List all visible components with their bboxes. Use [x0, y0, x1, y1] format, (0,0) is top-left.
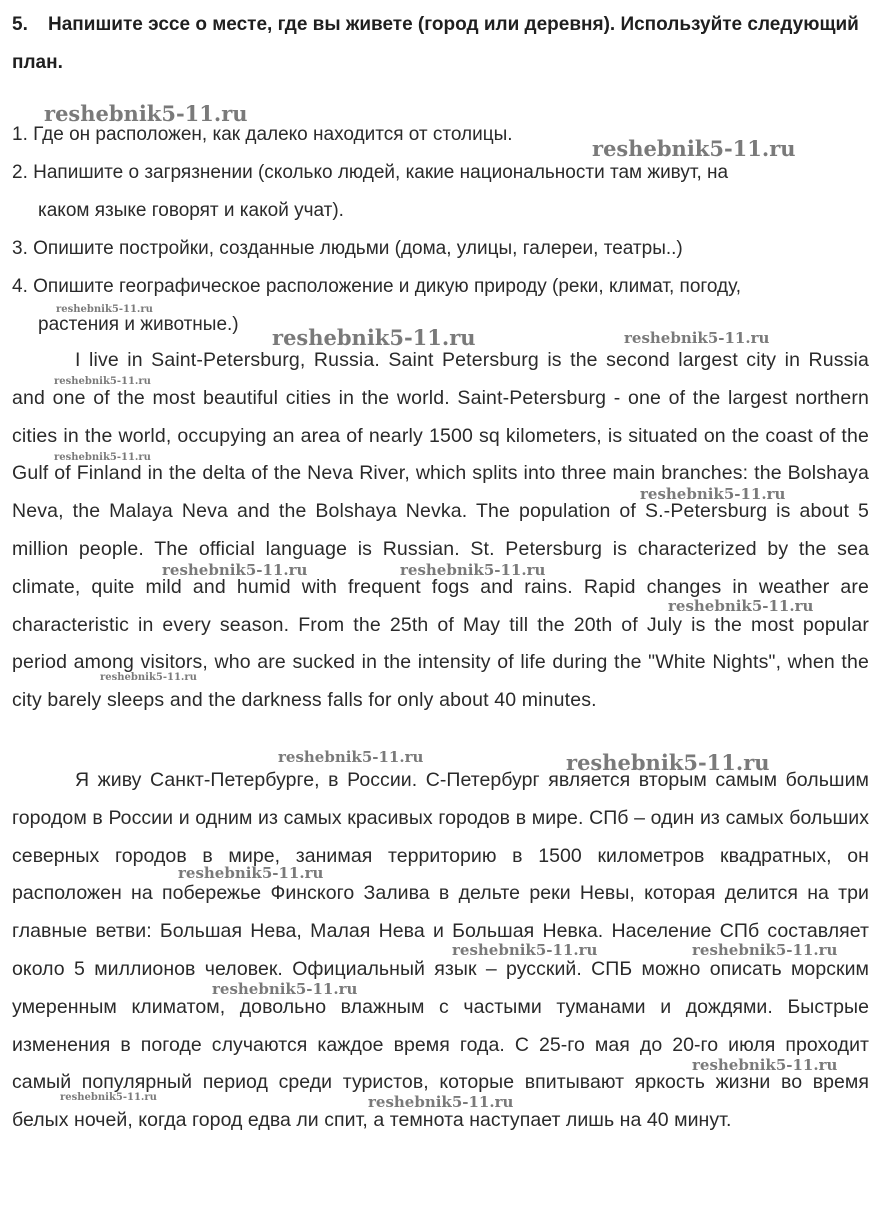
- plan-item-1: [12, 116, 870, 154]
- watermark: reshebnik5-11.ru: [56, 304, 153, 315]
- essay-russian: Я живу Санкт-Петербурге, в России. С-Петербург является вторым самым большим городом в России и одним из самых красивых городов в мире. СПб – один из самых больших северных городов в мире, занимая территорию в 1500 километров квадратных, он расположен на побережье Финского Залива в дельте реки Невы, которая делится на три главные ветви: Большая Нева, Малая Нева и Большая Невка. Население СПб составляет около 5 миллионов человек. Официальный язык – русский. СПБ можно описать морским умеренным климатом, довольно влажным с частыми туманами и дождями. Быстрые изменения в погоде случаются каждое время года. С 25-го мая до 20-го июля проходит самый популярный период среди туристов, которые впитывают яркость жизни во время белых ночей, когда город едва ли спит, а темнота наступает лишь на 40 минут.: [12, 769, 869, 1132]
- plan-item-text: 4. Опишите географическое расположение и дикую природу (реки, климат, погоду,: [12, 276, 742, 297]
- essay-plan: [12, 116, 870, 344]
- task-header: [12, 6, 872, 82]
- plan-item-2: [12, 154, 870, 230]
- plan-item-4: [12, 268, 870, 344]
- watermark: reshebnik5-11.ru: [54, 452, 151, 463]
- watermark: reshebnik5-11.ru: [368, 1093, 514, 1111]
- task-title: Напишите эссе о месте, где вы живете (город или деревня). Используйте следующий план.: [12, 14, 859, 73]
- plan-item-text: 2. Напишите о загрязнении (сколько людей, какие национальности там живут, на: [12, 162, 729, 183]
- watermark: reshebnik5-11.ru: [278, 748, 424, 766]
- watermark: reshebnik5-11.ru: [44, 101, 248, 126]
- watermark: reshebnik5-11.ru: [692, 1056, 838, 1074]
- watermark: reshebnik5-11.ru: [162, 561, 308, 579]
- watermark: reshebnik5-11.ru: [100, 672, 197, 683]
- plan-item-3: [12, 230, 870, 268]
- plan-item-text: 1. Где он расположен, как далеко находится от столицы.: [12, 124, 513, 145]
- watermark: reshebnik5-11.ru: [668, 597, 814, 615]
- essay-english: I live in Saint-Petersburg, Russia. Saint Petersburg is the second largest city in Russia and one of the most beautiful cities in the world. Saint-Petersburg - one of the largest northern cities in the world, occupying an area of nearly 1500 sq kilometers, is situated on the coast of the Gulf of Finland in the delta of the Neva River, which splits into three main branches: the Bolshaya Neva, the Malaya Neva and the Bolshaya Nevka. The population of S.-Petersburg is about 5 million people. The official language is Russian. St. Petersburg is characterized by the sea climate, quite mild and humid with frequent fogs and rains. Rapid changes in weather are characteristic in every season. From the 25th of May till the 20th of July is the most popular period among visitors, who are sucked in the intensity of life during the "White Nights", when the city barely sleeps and the darkness falls for only about 40 minutes.: [12, 349, 869, 712]
- watermark: reshebnik5-11.ru: [54, 376, 151, 387]
- watermark: reshebnik5-11.ru: [178, 864, 324, 882]
- plan-item-continuation: каком языке говорят и какой учат).: [38, 200, 344, 221]
- plan-item-text: 3. Опишите постройки, созданные людьми (дома, улицы, галереи, театры..): [12, 238, 683, 259]
- watermark: reshebnik5-11.ru: [400, 561, 546, 579]
- watermark: reshebnik5-11.ru: [566, 750, 770, 775]
- watermark: reshebnik5-11.ru: [60, 1092, 157, 1103]
- plan-item-continuation: растения и животные.): [38, 314, 239, 335]
- watermark: reshebnik5-11.ru: [272, 325, 476, 350]
- task-number: 5.: [12, 14, 28, 35]
- watermark: reshebnik5-11.ru: [624, 329, 770, 347]
- watermark: reshebnik5-11.ru: [640, 485, 786, 503]
- watermark: reshebnik5-11.ru: [692, 941, 838, 959]
- watermark: reshebnik5-11.ru: [452, 941, 598, 959]
- watermark: reshebnik5-11.ru: [212, 980, 358, 998]
- watermark: reshebnik5-11.ru: [592, 136, 796, 161]
